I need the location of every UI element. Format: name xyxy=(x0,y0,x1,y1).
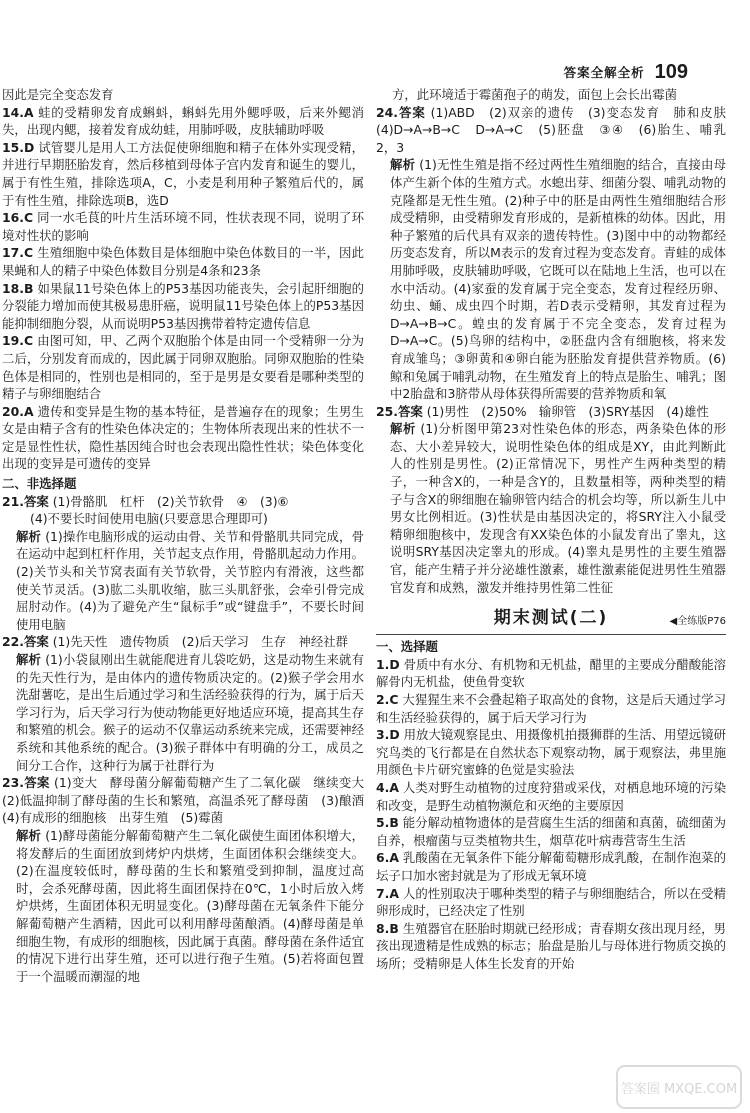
item-text: 人类对野生动植物的过度狩猎或采伐，对栖息地环境的污染和改变，是野生动植物濒危和灭绝的主要原因 xyxy=(376,779,726,813)
answer-item xyxy=(376,691,726,726)
item-label: 2.C xyxy=(376,692,399,707)
right-column xyxy=(376,86,739,1113)
item-label: 16.C xyxy=(2,210,34,226)
item-text: (1)分析图甲第23对性染色体的形态，两条染色体的形态、大小差异较大，说明性染色体的组成是XY，由此判断此人的性别是男性。(2)正常情况下，男性产生两种类型的精子，一种含X的，一种是含Y的，且数量相等，两种类型的精子与含X的卵细胞在输卵管内结合的机会均等，所以新生儿中男女比例相近。(3)性状是由基因决定的，将SRY注入小鼠受精卵细胞核中，发现含有XX染色体的小鼠发育出了睾丸，这说明SRY基因决定睾丸的形成。(4)睾丸是男性的主要生殖器官，能产生精子并分泌雄性激素，雄性激素能促进男性生殖器官发育和成熟，激发并维持男性第二性征 xyxy=(390,421,726,595)
text-line xyxy=(2,86,364,104)
item-label: 15.D xyxy=(2,139,35,155)
text-line xyxy=(376,86,726,104)
answer-item xyxy=(376,156,726,402)
left-column xyxy=(2,86,377,1113)
item-text: 同一水毛茛的叶片生活环境不同，性状表现不同，说明了环境对性状的影响 xyxy=(2,210,364,243)
item-text: 骨质中有水分、有机物和无机盐，醋里的主要成分醋酸能溶解骨内无机盐，使鱼骨变软 xyxy=(376,656,726,690)
item-text: (1)操作电脑形成的运动由骨、关节和骨骼肌共同完成，骨在运动中起到杠杆作用，关节起支点作用，骨骼肌起动力作用。(2)关节头和关节窝表面有关节软骨，关节腔内有滑液，这些都使关节灵活。(3)肱二头肌收缩，肱三头肌舒张，会牵引骨完成屈肘动作。(4)为了避免产生“鼠标手”或“键盘手”，不要长时间使用电脑 xyxy=(16,528,364,632)
section-heading: 一、选择题 xyxy=(376,639,438,655)
page-number: 109 xyxy=(654,61,688,83)
item-label: 解析 xyxy=(16,827,42,843)
item-text: (1)骨骼肌 杠杆 (2)关节软骨 ④ (3)⑥ xyxy=(52,493,289,509)
item-text: 因此是完全变态发育 xyxy=(2,87,114,102)
item-text: (1)先天性 遗传物质 (2)后天学习 生存 神经社群 xyxy=(52,634,348,650)
item-label: 解析 xyxy=(16,528,42,544)
answer-item xyxy=(2,332,364,402)
item-label: 20.A xyxy=(2,403,34,419)
text-line xyxy=(2,510,364,528)
item-text: 试管婴儿是用人工方法促使卵细胞和精子在体外实现受精，并进行早期胚胎发育，然后移植到母体子宫内发育和诞生的婴儿，属于有性生殖，排除选项A，C，小麦是利用种子繁殖后代的，属于有性生殖，排除选项B，选D xyxy=(2,139,365,208)
answer-item xyxy=(376,104,739,157)
answer-item xyxy=(2,528,364,634)
page-header xyxy=(564,62,688,82)
item-label: 17.C xyxy=(2,245,34,261)
item-label: 解析 xyxy=(390,157,416,173)
item-text: (1)ABD (2)双亲的遗传 (3)变态发育 肺和皮肤 (4)D→A→B→C D→A→C (5)胚盘 ③④ (6)胎生、哺乳 2，3 xyxy=(376,104,739,155)
item-label: 1.D xyxy=(376,656,400,672)
watermark-logo xyxy=(616,1065,742,1109)
answer-item xyxy=(376,814,726,849)
answer-item xyxy=(2,633,364,651)
svg-text:答案圈 MXQE.COM: 答案圈 MXQE.COM xyxy=(620,1082,738,1097)
answer-item xyxy=(2,104,364,139)
item-text: (1)男性 (2)50% 输卵管 (3)SRY基因 (4)雄性 xyxy=(426,403,709,419)
answer-item xyxy=(2,651,364,774)
section-label: 答案全解全析 xyxy=(563,65,645,81)
item-text: (1)无性生殖是指不经过两性生殖细胞的结合，直接由母体产生新个体的生殖方式。水螅出芽、细菌分裂、哺乳动物的克隆都是无性生殖。(2)种子中的胚是由两性生殖细胞结合形成受精卵，由受精卵发育形成的，是新植株的幼体。因此，用种子繁殖的后代具有双亲的遗传特性。(3)图中中的动物都经历变态发育，所以M表示的发育过程为变态发育。青蛙的成体用肺呼吸，皮肤辅助呼吸，它既可以在陆地上生活，也可以在水中活动。(4)家蚕的发育属于完全变态，发育过程经历卵、幼虫、蛹、成虫四个时期，若D表示受精卵，其发育过程为D→A→B→C。蝗虫的发育属于不完全变态，发育过程为D→A→C。(5)鸟卵的结构中，②胚盘内含有细胞核，将来发育成雏鸟；③卵黄和④卵白能为胚胎发育提供营养物质。(6)鲸和兔属于哺乳动物，在生殖发育上的特点是胎生、哺乳；图中2胎盘和3脐带从母体获得所需要的营养物质和氧 xyxy=(390,157,726,402)
item-text: 由图可知，甲、乙两个双胞胎个体是由同一个受精卵一分为二后，分别发育而成的，因此属于同卵双胞胎。同卵双胞胎的性染色体是相同的，性别也是相同的，至于是男是女要看是哪种类型的精子与卵细胞结合 xyxy=(2,333,364,402)
item-label: 8.B xyxy=(376,920,399,936)
item-text: 能分解动植物遗体的是营腐生生活的细菌和真菌，硫细菌为自养，根瘤菌与豆类植物共生，烟草花叶病毒营寄生生活 xyxy=(376,815,726,848)
answer-item xyxy=(2,139,364,209)
item-text: 大猩猩生来不会叠起箱子取高处的食物，这是后天通过学习和生活经验获得的，属于后天学习行为 xyxy=(376,692,726,725)
answer-item xyxy=(2,209,364,244)
item-label: 24.答案 xyxy=(376,104,426,120)
answer-item xyxy=(376,420,726,596)
item-text: 乳酸菌在无氧条件下能分解葡萄糖形成乳酸，在制作泡菜的坛子口加水密封就是为了形成无氧环境 xyxy=(376,850,726,883)
item-label: 6.A xyxy=(376,850,399,866)
item-label: 18.B xyxy=(2,280,34,296)
answer-item xyxy=(2,244,364,279)
answer-item xyxy=(2,493,364,511)
item-label: 解析 xyxy=(16,652,42,667)
item-label: 19.C xyxy=(2,333,34,349)
test-title: 期末测试(二) xyxy=(493,608,609,629)
item-label: 21.答案 xyxy=(2,493,49,509)
answer-item xyxy=(376,403,726,421)
item-text: 生殖器官在胚胎时期就已经形成；青春期女孩出现月经，男孩出现遗精是性成熟的标志；胎盘是胎儿与母体进行物质交换的场所；受精卵是人体生长发育的开始 xyxy=(376,920,726,971)
item-text: 人的性别取决于哪种类型的精子与卵细胞结合，所以在受精卵形成时，已经决定了性别 xyxy=(376,885,726,919)
answer-item xyxy=(376,849,726,884)
test-title-bar xyxy=(376,602,726,636)
answer-item xyxy=(376,779,726,814)
item-text: (1)酵母菌能分解葡萄糖产生二氧化碳使生面团体积增大，将发酵后的生面团放到烤炉内烘烤，生面团体积会继续变大。(2)在温度较低时，酵母菌的生长和繁殖受到抑制，温度过高时，会杀死酵母菌，因此将生面团保持在0℃，1小时后放入烤炉烘烤，生面团体积无明显变化。(3)酵母菌在无氧条件下能分解葡萄糖产生酒精，因此可以利用酵母菌酿酒。(4)酵母菌是单细胞生物，有成形的细胞核，因此属于真菌。酵母菌在条件适宜的情况下进行出芽生殖，还可以进行孢子生殖。(5)若将面包置于一个温暖而潮湿的地 xyxy=(16,827,364,984)
item-label: 22.答案 xyxy=(2,634,49,650)
item-text: (1)变大 酵母菌分解葡萄糖产生了二氧化碳 继续变大 (2)低温抑制了酵母菌的生长和繁殖，高温杀死了酵母菌 (3)酿酒 (4)有成形的细胞核 出芽生殖 (5)霉菌 xyxy=(2,775,377,826)
item-label: 14.A xyxy=(2,104,34,120)
item-text: (1)小袋鼠刚出生就能爬进育儿袋吃奶，这是动物生来就有的先天性行为，是由体内的遗传物质决定的。(2)猴子学会用水洗甜薯吃，是出生后通过学习和生活经验获得的行为，属于后天学习行为，后天学习行为使动物能更好地适应环境，提高其生存和繁殖的机会。猴子的运动不仅靠运动系统来完成，还需要神经系统和其他系统的配合。(3)猴子群体中有明确的分工，成员之间分工合作，这种行为属于社群行为 xyxy=(16,652,364,773)
title-underline xyxy=(376,634,726,635)
answer-item xyxy=(2,774,377,827)
item-text: 如果鼠11号染色体上的P53基因功能丧失，会引起肝细胞的分裂能力增加而使其极易患肝癌，说明鼠11号染色体上的P53基因能抑制细胞分裂，从而说明P53基因携带着特定遗传信息 xyxy=(2,280,364,331)
page-reference: ◀全练版P76 xyxy=(669,616,726,628)
item-text: 用放大镜观察昆虫、用摄像机拍摄狮群的生活、用望远镜研究鸟类的飞行都是在自然状态下观察动物，属于观察法，弗里施用颜色卡片研究蜜蜂的色觉是实验法 xyxy=(376,727,726,778)
answer-item xyxy=(376,656,726,691)
section-heading: 二、非选择题 xyxy=(2,476,77,492)
item-label: 解析 xyxy=(390,421,416,437)
item-text: 遗传和变异是生物的基本特征，是普遍存在的现象；生男生女是由精子含有的性染色体决定的；生物体所表现出来的性状不一定是显性性状，隐性基因纯合时也会表现出隐性性状；染色体变化出现的变异是可遗传的变异 xyxy=(2,403,364,472)
item-label: 7.A xyxy=(376,885,399,901)
item-text: 方，此环境适于霉菌孢子的萌发，面包上会长出霉菌 xyxy=(392,87,677,102)
item-label: 23.答案 xyxy=(2,775,50,791)
answer-item xyxy=(376,885,726,920)
item-text: 生殖细胞中染色体数目是体细胞中染色体数目的一半，因此果蝇和人的精子中染色体数目分别是4条和23条 xyxy=(2,245,364,278)
item-label: 5.B xyxy=(376,815,399,831)
item-text: 蛙的受精卵发育成蝌蚪，蝌蚪先用外鳃呼吸，后来外鳃消失，出现内鳃，接着发育成幼蛙，用肺呼吸，皮肤辅助呼吸 xyxy=(2,104,364,138)
item-label: 25.答案 xyxy=(376,403,423,419)
answer-item xyxy=(2,280,364,333)
answer-item xyxy=(376,920,726,973)
answer-item xyxy=(2,403,364,473)
item-label: 3.D xyxy=(376,727,400,743)
item-text: (4)不要长时间使用电脑(只要意思合理即可) xyxy=(30,511,268,527)
answer-item xyxy=(2,827,364,985)
item-label: 4.A xyxy=(376,779,399,795)
answer-item xyxy=(376,726,726,779)
